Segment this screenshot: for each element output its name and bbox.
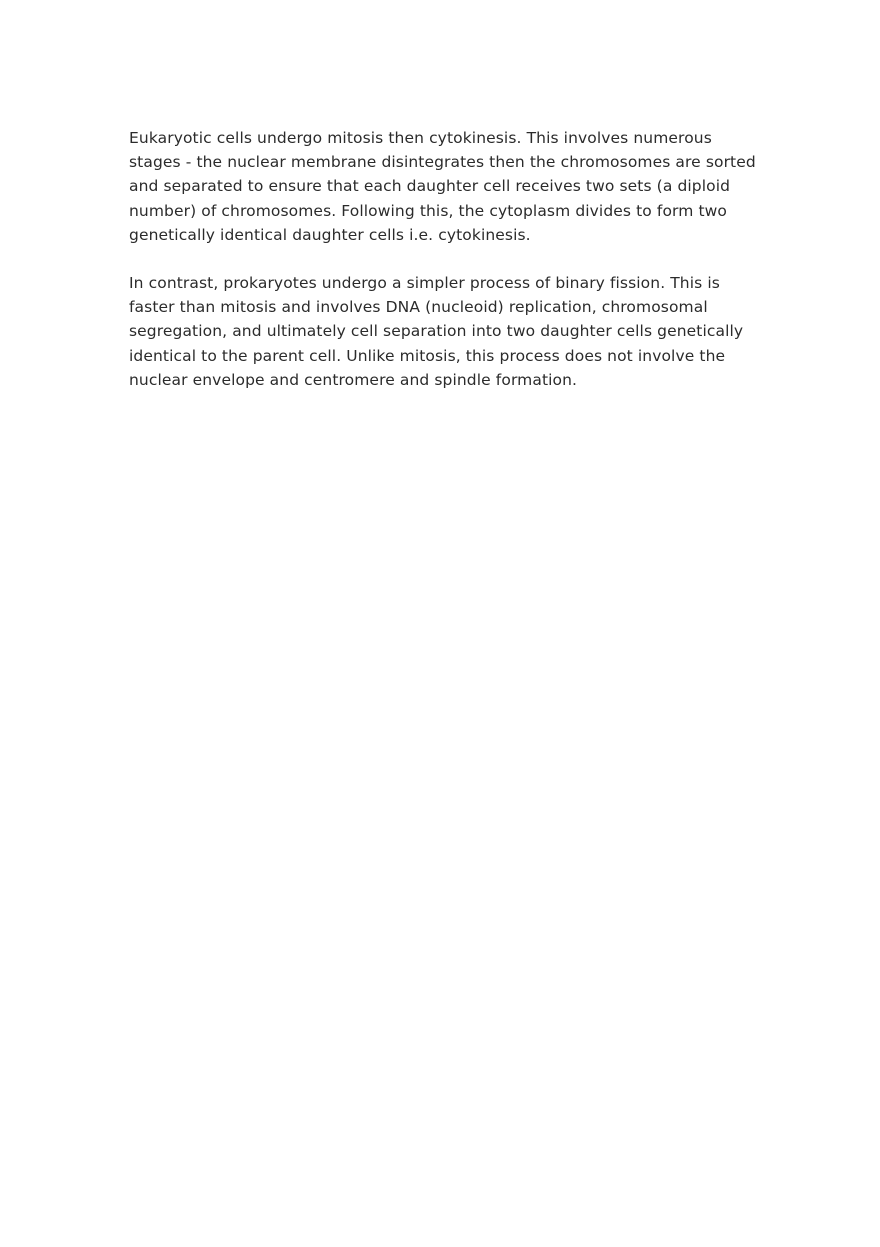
text-line: faster than mitosis and involves DNA (nucleoid) replication, chromosomal	[129, 298, 708, 317]
text-line: number) of chromosomes. Following this, the cytoplasm divides to form two	[129, 201, 728, 220]
paragraph-prokaryotic-division	[129, 271, 769, 392]
text-line: nuclear envelope and centromere and spindle formation.	[129, 370, 578, 389]
document-body	[129, 126, 769, 416]
text-line: and separated to ensure that each daughter cell receives two sets (a diploid	[129, 177, 731, 196]
text-line: genetically identical daughter cells i.e. cytokinesis.	[129, 225, 531, 244]
text-line: stages - the nuclear membrane disintegrates then the chromosomes are sorted	[129, 153, 756, 172]
text-line: identical to the parent cell. Unlike mitosis, this process does not involve the	[129, 346, 726, 365]
text-line: In contrast, prokaryotes undergo a simpler process of binary fission. This is	[129, 274, 720, 293]
text-line: segregation, and ultimately cell separation into two daughter cells genetically	[129, 322, 744, 341]
paragraph-eukaryotic-division	[129, 126, 769, 247]
text-line: Eukaryotic cells undergo mitosis then cytokinesis. This involves numerous	[129, 129, 712, 147]
